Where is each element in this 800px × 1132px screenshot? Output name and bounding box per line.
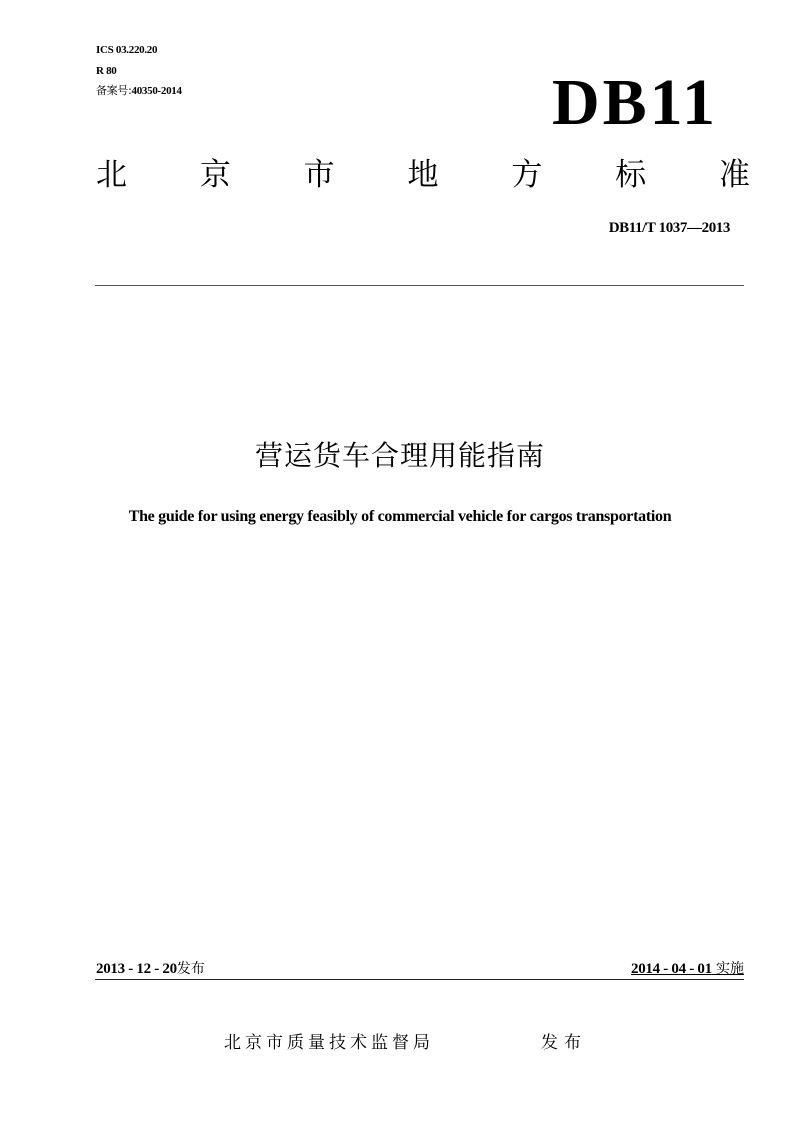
standard-type-char: 地: [407, 157, 439, 193]
issue-date-label: 发布: [176, 961, 205, 977]
document-title-zh: 营运货车合理用能指南: [254, 439, 545, 472]
header-divider: [95, 285, 744, 286]
standard-type-char: 方: [511, 157, 543, 193]
implement-date-value: 2014 - 04 - 01: [631, 961, 712, 977]
record-number-label: 备案号:: [96, 84, 132, 97]
issue-date-value: 2013 - 12 - 20: [96, 961, 177, 977]
document-title-en: The guide for using energy feasibly of commercial vehicle for cargos transportation: [128, 508, 672, 525]
implement-date: [631, 958, 744, 980]
publisher-name: 北京市质量技术监督局: [224, 1033, 434, 1053]
standard-type-char: 标: [615, 157, 647, 193]
standard-type-char: 准: [718, 157, 750, 193]
record-number-value: 40350-2014: [131, 85, 182, 97]
issue-date: [96, 958, 205, 980]
standard-mark: DB11: [551, 66, 718, 139]
footer-divider: [95, 979, 744, 980]
date-row: [96, 958, 744, 980]
classification-code: R 80: [96, 65, 117, 77]
publish-action: 发布: [541, 1033, 587, 1053]
standard-type-heading: [96, 155, 750, 195]
record-number: [96, 84, 182, 98]
implement-date-label: 实施: [716, 961, 744, 977]
standard-type-char: 北: [96, 157, 127, 193]
ics-code: ICS 03.220.20: [96, 44, 158, 56]
standard-number: DB11/T 1037—2013: [608, 220, 730, 236]
standard-type-char: 京: [199, 157, 231, 193]
standard-type-char: 市: [303, 157, 335, 193]
